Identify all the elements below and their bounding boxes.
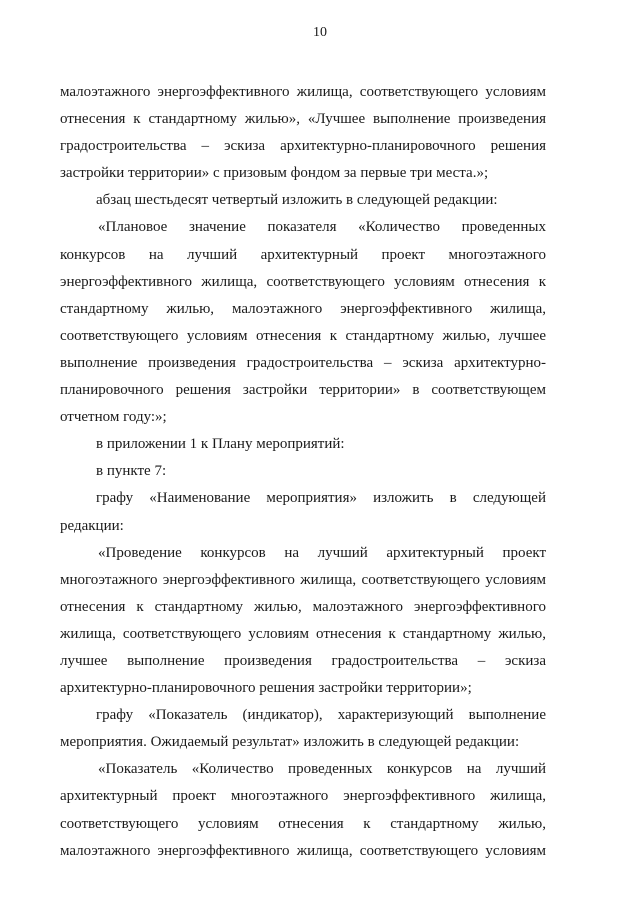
text-line: отчетном году:»; (60, 409, 167, 426)
text-line: графу «Показатель (индикатор), характеризующий выполнение (96, 707, 546, 724)
text-line: отнесения к стандартному жилью, малоэтажного энергоэффективного (60, 598, 546, 615)
text-line: конкурсов на лучший архитектурный проект многоэтажного (60, 246, 546, 263)
paragraph-quoted-text (60, 543, 546, 706)
text-line: выполнение произведения градостроительства – эскиза архитектурно- (60, 354, 546, 371)
paragraph-instruction (60, 705, 546, 759)
text-line: архитектурный проект многоэтажного энергоэффективного жилища, (60, 788, 546, 805)
text-line: малоэтажного энергоэффективного жилища, соответствующего условиям (60, 842, 546, 859)
text-line: «Показатель «Количество проведенных конкурсов на лучший (98, 761, 546, 778)
text-line: лучшее выполнение произведения градостроительства – эскиза (60, 652, 546, 669)
text-line: отнесения к стандартному жилью», «Лучшее выполнение произведения (60, 111, 546, 128)
text-line: «Проведение конкурсов на лучший архитектурный проект (98, 544, 546, 561)
paragraph-instruction (60, 434, 546, 461)
text-line: графу «Наименование мероприятия» изложить в следующей (96, 490, 546, 507)
text-line: многоэтажного энергоэффективного жилища, соответствующего условиям (60, 571, 546, 588)
text-line: в приложении 1 к Плану мероприятий: (96, 436, 345, 453)
text-line: соответствующего условиям отнесения к стандартному жилью, лучшее (60, 327, 546, 344)
paragraph-instruction (60, 190, 546, 217)
text-line: архитектурно-планировочного решения застройки территории»; (60, 680, 472, 697)
text-line: абзац шестьдесят четвертый изложить в следующей редакции: (96, 192, 498, 209)
text-line: градостроительства – эскиза архитектурно-планировочного решения (60, 138, 546, 155)
text-line: застройки территории» с призовым фондом за первые три места.»; (60, 165, 489, 182)
text-line: соответствующего условиям отнесения к стандартному жилью, (60, 815, 546, 832)
text-line: малоэтажного энергоэффективного жилища, соответствующего условиям (60, 84, 546, 100)
paragraph-continuation (60, 82, 546, 190)
paragraph-instruction (60, 488, 546, 542)
text-line: стандартному жилью, малоэтажного энергоэффективного жилища, (60, 300, 546, 317)
text-line: в пункте 7: (96, 463, 167, 480)
document-body (60, 82, 546, 868)
text-line: энергоэффективного жилища, соответствующего условиям отнесения к (60, 273, 546, 290)
text-line: мероприятия. Ожидаемый результат» изложить в следующей редакции: (60, 734, 520, 751)
page-number: 10 (313, 25, 327, 40)
paragraph-quoted-text (60, 217, 546, 434)
text-line: жилища, соответствующего условиям отнесения к стандартному жилью, (60, 625, 546, 642)
paragraph-quoted-text (60, 759, 546, 867)
text-line: «Плановое значение показателя «Количество проведенных (98, 219, 546, 236)
text-line: редакции: (60, 517, 124, 534)
text-line: планировочного решения застройки территории» в соответствующем (60, 382, 546, 399)
paragraph-instruction (60, 461, 546, 488)
